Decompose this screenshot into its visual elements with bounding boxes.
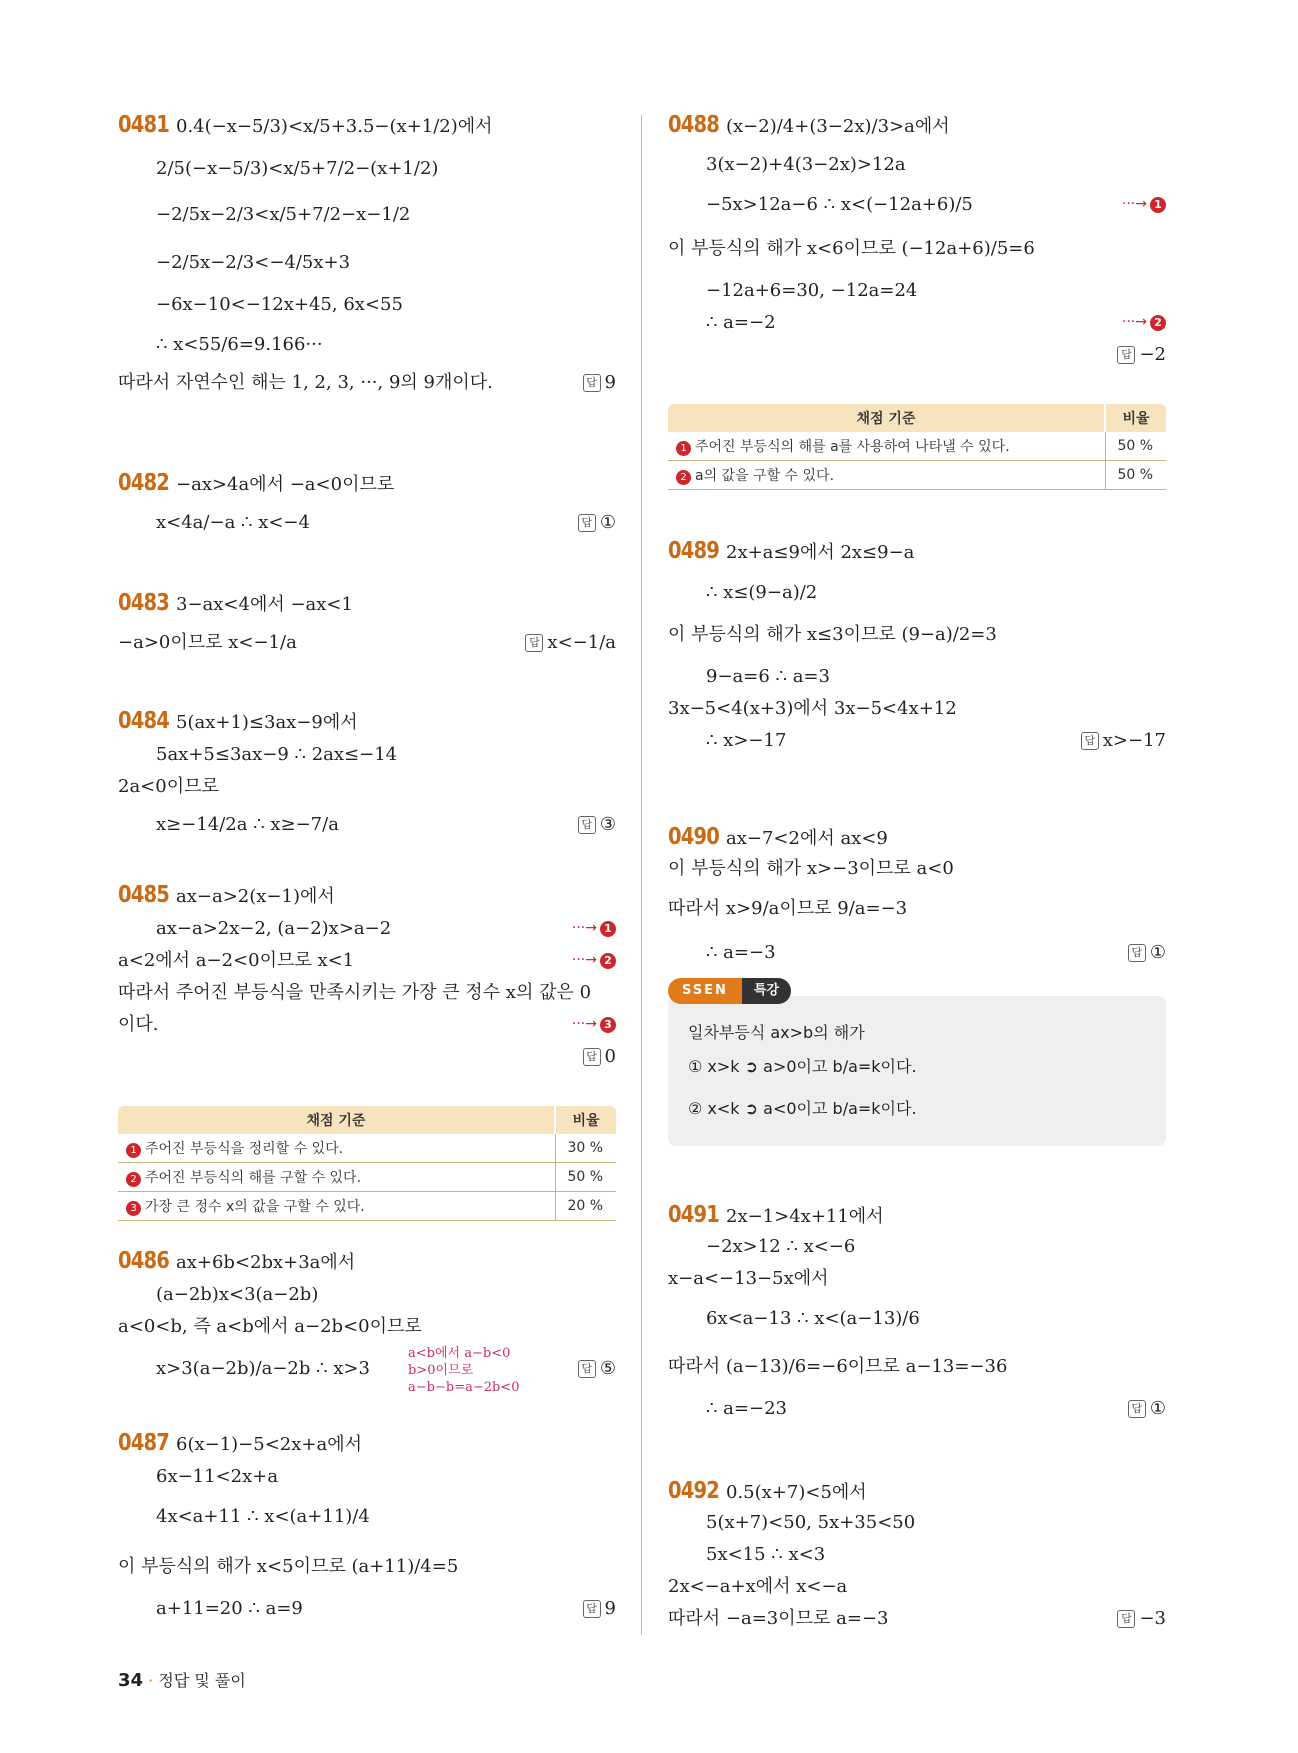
table-header: 채점 기준 bbox=[118, 1106, 555, 1134]
math-text: −2/5x−2/3<x/5+7/2−x−1/2 bbox=[156, 204, 411, 225]
solution-line bbox=[706, 192, 973, 218]
math-text: 따라서 x>9/a이므로 9/a=−3 bbox=[668, 898, 908, 919]
table-header: 채점 기준 bbox=[668, 404, 1105, 432]
math-text: 5(x+7)<50, 5x+35<50 bbox=[706, 1512, 916, 1533]
problem-number: 0488 bbox=[668, 112, 720, 138]
answer bbox=[1081, 728, 1166, 754]
problem-number: 0491 bbox=[668, 1202, 720, 1228]
math-text: 이다. bbox=[118, 1014, 159, 1035]
solution-line bbox=[118, 1012, 159, 1038]
solution-line bbox=[668, 1202, 884, 1230]
math-text: 이 부등식의 해가 x<6이므로 (−12a+6)/5=6 bbox=[668, 238, 1035, 259]
math-text: 3(x−2)+4(3−2x)>12a bbox=[706, 154, 906, 175]
problem-number: 0485 bbox=[118, 882, 170, 908]
criteria-number: 2 bbox=[676, 470, 691, 485]
answer bbox=[583, 1044, 616, 1070]
math-text: −2/5x−2/3<−4/5x+3 bbox=[156, 252, 351, 273]
solution-line bbox=[156, 1464, 278, 1490]
answer bbox=[583, 1596, 616, 1622]
solution-line bbox=[118, 1554, 458, 1580]
answer bbox=[578, 510, 616, 536]
problem-number: 0492 bbox=[668, 1478, 720, 1504]
solution-line bbox=[668, 696, 957, 722]
tip-title: 일차부등식 ax>b의 해가 bbox=[688, 1023, 865, 1042]
math-text: 이 부등식의 해가 x≤3이므로 (9−a)/2=3 bbox=[668, 624, 997, 645]
math-text: x<4a/−a ∴ x<−4 bbox=[156, 512, 310, 533]
step-marker: ···→ 2 bbox=[572, 952, 616, 969]
step-marker: ···→ 3 bbox=[572, 1016, 616, 1033]
math-text: 3−ax<4에서 −ax<1 bbox=[176, 594, 353, 615]
answer bbox=[1128, 940, 1166, 966]
math-text: −a>0이므로 x<−1/a bbox=[118, 632, 297, 653]
math-text: 6x<a−13 ∴ x<(a−13)/6 bbox=[706, 1308, 920, 1329]
solution-line bbox=[118, 370, 493, 396]
solution-line bbox=[156, 1596, 303, 1622]
answer-icon: 답 bbox=[578, 514, 596, 532]
answer-value: ① bbox=[1149, 942, 1166, 963]
solution-line bbox=[668, 538, 914, 566]
column-divider bbox=[641, 115, 642, 1635]
answer bbox=[578, 1356, 616, 1382]
answer-icon: 답 bbox=[1081, 732, 1099, 750]
math-text: 2a<0이므로 bbox=[118, 776, 219, 797]
math-text: ax−a>2(x−1)에서 bbox=[176, 886, 335, 907]
solution-line bbox=[118, 112, 493, 140]
solution-line bbox=[118, 470, 394, 498]
step-marker: ···→ 1 bbox=[1122, 196, 1166, 213]
solution-line bbox=[668, 1574, 847, 1600]
criteria-number: 1 bbox=[676, 441, 691, 456]
problem-number: 0490 bbox=[668, 824, 720, 850]
answer bbox=[525, 630, 616, 656]
answer-value: 9 bbox=[604, 372, 616, 393]
footer-label: 정답 및 풀이 bbox=[158, 1671, 246, 1690]
solution-line bbox=[706, 664, 830, 690]
answer-icon: 답 bbox=[1117, 346, 1135, 364]
math-text: 0.5(x+7)<5에서 bbox=[726, 1482, 867, 1503]
math-text: 9−a=6 ∴ a=3 bbox=[706, 666, 830, 687]
answer-icon: 답 bbox=[583, 1600, 601, 1618]
table-row bbox=[118, 1192, 616, 1221]
math-text: 6(x−1)−5<2x+a에서 bbox=[176, 1434, 362, 1455]
answer-value: ⑤ bbox=[599, 1358, 616, 1379]
solution-line bbox=[706, 1542, 825, 1568]
solution-line bbox=[156, 510, 310, 536]
table-row bbox=[118, 1163, 616, 1192]
solution-line bbox=[118, 630, 297, 656]
criteria-number: 2 bbox=[126, 1172, 141, 1187]
step-marker: ···→ 2 bbox=[1122, 314, 1166, 331]
solution-line bbox=[668, 236, 1035, 262]
answer bbox=[578, 812, 616, 838]
criteria-ratio: 50 % bbox=[1105, 432, 1166, 461]
math-text: 3x−5<4(x+3)에서 3x−5<4x+12 bbox=[668, 698, 957, 719]
answer-value: ③ bbox=[599, 814, 616, 835]
criteria-text: 주어진 부등식의 해를 a를 사용하여 나타낼 수 있다. bbox=[695, 439, 1010, 455]
solution-line bbox=[156, 156, 438, 182]
answer bbox=[1117, 342, 1166, 368]
margin-note bbox=[408, 1345, 519, 1396]
criteria-text: a의 값을 구할 수 있다. bbox=[695, 468, 835, 484]
solution-line bbox=[156, 292, 403, 318]
solution-line bbox=[118, 980, 591, 1006]
math-text: −5x>12a−6 ∴ x<(−12a+6)/5 bbox=[706, 194, 973, 215]
solution-line bbox=[118, 948, 354, 974]
math-text: ax−7<2에서 ax<9 bbox=[726, 828, 888, 849]
solution-line bbox=[668, 1354, 1007, 1380]
answer-value: 9 bbox=[604, 1598, 616, 1619]
solution-line bbox=[668, 622, 997, 648]
answer-value: ① bbox=[599, 512, 616, 533]
math-text: x≥−14/2a ∴ x≥−7/a bbox=[156, 814, 339, 835]
solution-line bbox=[668, 856, 954, 882]
solution-line bbox=[156, 202, 410, 228]
math-text: 이 부등식의 해가 x<5이므로 (a+11)/4=5 bbox=[118, 1556, 459, 1577]
math-text: a<2에서 a−2<0이므로 x<1 bbox=[118, 950, 355, 971]
problem-number: 0483 bbox=[118, 590, 170, 616]
math-text: 이 부등식의 해가 x>−3이므로 a<0 bbox=[668, 858, 954, 879]
math-text: −ax>4a에서 −a<0이므로 bbox=[176, 474, 395, 495]
problem-number: 0489 bbox=[668, 538, 720, 564]
step-number: 2 bbox=[1150, 315, 1166, 331]
solution-line bbox=[118, 1430, 362, 1458]
solution-line bbox=[118, 1248, 355, 1276]
solution-line bbox=[156, 916, 391, 942]
answer-value: x<−1/a bbox=[547, 632, 616, 653]
math-text: ∴ x≤(9−a)/2 bbox=[706, 582, 818, 603]
math-text: x−a<−13−5x에서 bbox=[668, 1268, 829, 1289]
answer-icon: 답 bbox=[1128, 944, 1146, 962]
problem-number: 0484 bbox=[118, 708, 170, 734]
table-header: 비율 bbox=[1105, 404, 1166, 432]
answer-icon: 답 bbox=[1128, 1400, 1146, 1418]
solution-line bbox=[706, 1510, 915, 1536]
math-text: 6x−11<2x+a bbox=[156, 1466, 279, 1487]
solution-line bbox=[668, 1606, 888, 1632]
math-text: 2x+a≤9에서 2x≤9−a bbox=[726, 542, 915, 563]
math-text: 따라서 (a−13)/6=−6이므로 a−13=−36 bbox=[668, 1356, 1008, 1377]
tip-item: ① x>k ➲ a>0이고 b/a=k이다. bbox=[688, 1057, 917, 1076]
math-text: a+11=20 ∴ a=9 bbox=[156, 1598, 303, 1619]
solution-line bbox=[118, 590, 353, 618]
solution-line bbox=[156, 332, 323, 358]
answer-value: x>−17 bbox=[1102, 730, 1166, 751]
tip-tag-brand: SSEN bbox=[668, 978, 742, 1004]
math-text: (a−2b)x<3(a−2b) bbox=[156, 1284, 319, 1305]
solution-line bbox=[156, 742, 397, 768]
solution-line bbox=[706, 940, 776, 966]
math-text: 0.4(−x−5/3)<x/5+3.5−(x+1/2)에서 bbox=[176, 116, 493, 137]
answer bbox=[1128, 1396, 1166, 1422]
problem-number: 0486 bbox=[118, 1248, 170, 1274]
solution-line bbox=[706, 1306, 920, 1332]
math-text: 5x<15 ∴ x<3 bbox=[706, 1544, 826, 1565]
math-text: −6x−10<−12x+45, 6x<55 bbox=[156, 294, 403, 315]
note-line: b>0이므로 bbox=[408, 1363, 474, 1378]
math-text: 2x<−a+x에서 x<−a bbox=[668, 1576, 848, 1597]
table-header: 비율 bbox=[555, 1106, 616, 1134]
solution-line bbox=[156, 1282, 318, 1308]
solution-line bbox=[118, 1314, 422, 1340]
solution-line bbox=[706, 1234, 855, 1260]
tip-tag bbox=[668, 978, 791, 1006]
math-text: ∴ a=−23 bbox=[706, 1398, 787, 1419]
answer-icon: 답 bbox=[578, 816, 596, 834]
tip-item: ② x<k ➲ a<0이고 b/a=k이다. bbox=[688, 1099, 917, 1118]
math-text: a<0<b, 즉 a<b에서 a−2b<0이므로 bbox=[118, 1316, 422, 1337]
math-text: (x−2)/4+(3−2x)/3>a에서 bbox=[726, 116, 950, 137]
answer-icon: 답 bbox=[525, 634, 543, 652]
math-text: −12a+6=30, −12a=24 bbox=[706, 280, 918, 301]
problem-number: 0487 bbox=[118, 1430, 170, 1456]
math-text: 5ax+5≤3ax−9 ∴ 2ax≤−14 bbox=[156, 744, 398, 765]
step-number: 2 bbox=[600, 953, 616, 969]
table-row bbox=[668, 461, 1166, 490]
math-text: ax−a>2x−2, (a−2)x>a−2 bbox=[156, 918, 392, 939]
solution-line bbox=[706, 310, 776, 336]
step-number: 3 bbox=[600, 1017, 616, 1033]
answer-value: ① bbox=[1149, 1398, 1166, 1419]
math-text: ∴ a=−3 bbox=[706, 942, 776, 963]
solution-line bbox=[118, 708, 358, 736]
math-text: ax+6b<2bx+3a에서 bbox=[176, 1252, 356, 1273]
criteria-ratio: 20 % bbox=[555, 1192, 616, 1221]
answer-icon: 답 bbox=[578, 1360, 596, 1378]
page-footer: 34 · 정답 및 풀이 bbox=[118, 1670, 246, 1691]
criteria-text: 가장 큰 정수 x의 값을 구할 수 있다. bbox=[145, 1199, 365, 1215]
criteria-ratio: 50 % bbox=[1105, 461, 1166, 490]
solution-line bbox=[668, 1266, 829, 1292]
step-marker: ···→ 1 bbox=[572, 920, 616, 937]
note-line: a−b−b=a−2b<0 bbox=[408, 1380, 520, 1395]
solution-line bbox=[668, 112, 950, 140]
answer bbox=[583, 370, 616, 396]
answer-icon: 답 bbox=[583, 374, 601, 392]
math-text: 2/5(−x−5/3)<x/5+7/2−(x+1/2) bbox=[156, 158, 439, 179]
solution-line bbox=[668, 1478, 867, 1506]
criteria-text: 주어진 부등식을 정리할 수 있다. bbox=[145, 1141, 344, 1157]
solution-line bbox=[118, 882, 335, 910]
criteria-number: 3 bbox=[126, 1201, 141, 1216]
solution-line bbox=[156, 1356, 370, 1382]
math-text: ∴ x>−17 bbox=[706, 730, 787, 751]
solution-line bbox=[118, 774, 219, 800]
table-row bbox=[668, 432, 1166, 461]
math-text: ∴ a=−2 bbox=[706, 312, 776, 333]
math-text: 따라서 자연수인 해는 1, 2, 3, ···, 9의 9개이다. bbox=[118, 372, 493, 393]
answer bbox=[1117, 1606, 1166, 1632]
note-line: a<b에서 a−b<0 bbox=[408, 1346, 511, 1361]
criteria-ratio: 30 % bbox=[555, 1134, 616, 1163]
math-text: −2x>12 ∴ x<−6 bbox=[706, 1236, 856, 1257]
answer-value: 0 bbox=[604, 1046, 616, 1067]
criteria-text: 주어진 부등식의 해를 구할 수 있다. bbox=[145, 1170, 362, 1186]
math-text: 따라서 −a=3이므로 a=−3 bbox=[668, 1608, 889, 1629]
solution-line bbox=[668, 896, 907, 922]
problem-number: 0481 bbox=[118, 112, 170, 138]
solution-line bbox=[156, 1504, 370, 1530]
answer-value: −2 bbox=[1139, 344, 1166, 365]
tip-tag-label: 특강 bbox=[742, 978, 791, 1004]
solution-line bbox=[156, 812, 339, 838]
step-number: 1 bbox=[600, 921, 616, 937]
math-text: 2x−1>4x+11에서 bbox=[726, 1206, 884, 1227]
problem-number: 0482 bbox=[118, 470, 170, 496]
solution-line bbox=[706, 1396, 787, 1422]
math-text: 따라서 주어진 부등식을 만족시키는 가장 큰 정수 x의 값은 0 bbox=[118, 982, 592, 1003]
math-text: 5(ax+1)≤3ax−9에서 bbox=[176, 712, 358, 733]
math-text: 4x<a+11 ∴ x<(a+11)/4 bbox=[156, 1506, 370, 1527]
table-row bbox=[118, 1134, 616, 1163]
step-number: 1 bbox=[1150, 197, 1166, 213]
criteria-ratio: 50 % bbox=[555, 1163, 616, 1192]
solution-line bbox=[668, 824, 888, 852]
solution-line bbox=[706, 728, 786, 754]
solution-line bbox=[156, 250, 350, 276]
grading-criteria-table bbox=[118, 1106, 616, 1221]
answer-value: −3 bbox=[1139, 1608, 1166, 1629]
answer-icon: 답 bbox=[583, 1048, 601, 1066]
solution-line bbox=[706, 152, 906, 178]
criteria-number: 1 bbox=[126, 1143, 141, 1158]
solution-line bbox=[706, 580, 817, 606]
page-number: 34 bbox=[118, 1670, 144, 1691]
math-text: ∴ x<55/6=9.166··· bbox=[156, 334, 323, 355]
grading-criteria-table bbox=[668, 404, 1166, 490]
solution-line bbox=[706, 278, 917, 304]
answer-icon: 답 bbox=[1117, 1610, 1135, 1628]
math-text: x>3(a−2b)/a−2b ∴ x>3 bbox=[156, 1358, 370, 1379]
